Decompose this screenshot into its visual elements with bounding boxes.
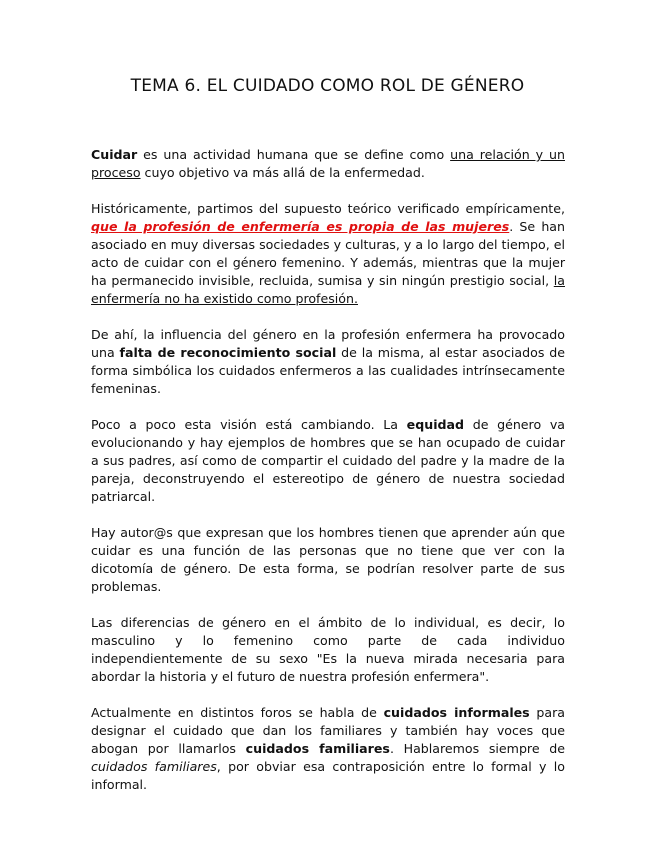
text: Históricamente, partimos del supuesto teórico verificado empíricamente, xyxy=(91,201,565,216)
document-body xyxy=(91,146,565,812)
text: es una actividad humana que se define como xyxy=(137,147,451,162)
text: Las diferencias de género en el ámbito de lo individual, es decir, lo masculino y lo femenino como parte de cada individuo independientemente de su sexo "Es la nueva mirada necesaria para abordar la historia y el futuro de nuestra profesión enfermera". xyxy=(91,615,565,684)
paragraph-2 xyxy=(91,200,565,308)
paragraph-5 xyxy=(91,524,565,596)
bold-term: cuidados informales xyxy=(383,705,530,720)
bold-term: cuidados familiares xyxy=(245,741,390,756)
text: Poco a poco esta visión está cambiando. La xyxy=(91,417,407,432)
italic-term: cuidados familiares xyxy=(91,759,217,774)
text: para designar el cuidado que dan los familiares y también hay voces que abogan por llamarlos xyxy=(91,705,565,756)
underlined-text: una relación y un proceso xyxy=(91,147,565,180)
paragraph-1 xyxy=(91,146,565,182)
text: cuyo objetivo va más allá de la enfermedad. xyxy=(140,165,425,180)
underlined-text: la enfermería no ha existido como profesión. xyxy=(91,273,565,306)
bold-term: falta de reconocimiento social xyxy=(119,345,337,360)
paragraph-7 xyxy=(91,704,565,794)
text: Hay autor@s que expresan que los hombres tienen que aprender aún que cuidar es una función de las personas que no tiene que ver con la dicotomía de género. De esta forma, se podrían resolver parte de sus problemas. xyxy=(91,525,565,594)
text: de la misma, al estar asociados de forma simbólica los cuidados enfermeros a las cualidades intrínsecamente femeninas. xyxy=(91,345,566,396)
highlighted-text: que la profesión de enfermería es propia de las mujeres xyxy=(91,219,510,234)
paragraph-6 xyxy=(91,614,565,686)
text: De ahí, la influencia del género en la profesión enfermera ha provocado una xyxy=(91,327,565,360)
paragraph-4 xyxy=(91,416,565,506)
bold-term: Cuidar xyxy=(91,147,138,162)
paragraph-3 xyxy=(91,326,565,398)
text: de género va evolucionando y hay ejemplos de hombres que se han ocupado de cuidar a sus padres, así como de compartir el cuidado del padre y la madre de la pareja, deconstruyendo el estereotipo de género de nuestra sociedad patriarcal. xyxy=(91,417,565,504)
text: Actualmente en distintos foros se habla de xyxy=(91,705,384,720)
text: . Hablaremos siempre de xyxy=(389,741,566,756)
page-title: TEMA 6. EL CUIDADO COMO ROL DE GÉNERO xyxy=(130,76,525,96)
bold-term: equidad xyxy=(406,417,465,432)
text: , por obviar esa contraposición entre lo formal y lo informal. xyxy=(91,759,565,792)
text: . Se han asociado en muy diversas sociedades y culturas, y a lo largo del tiempo, el acto de cuidar con el género femenino. Y además, mientras que la mujer ha permanecido invisible, recluida, sumisa y sin ningún prestigio social, xyxy=(91,219,565,288)
